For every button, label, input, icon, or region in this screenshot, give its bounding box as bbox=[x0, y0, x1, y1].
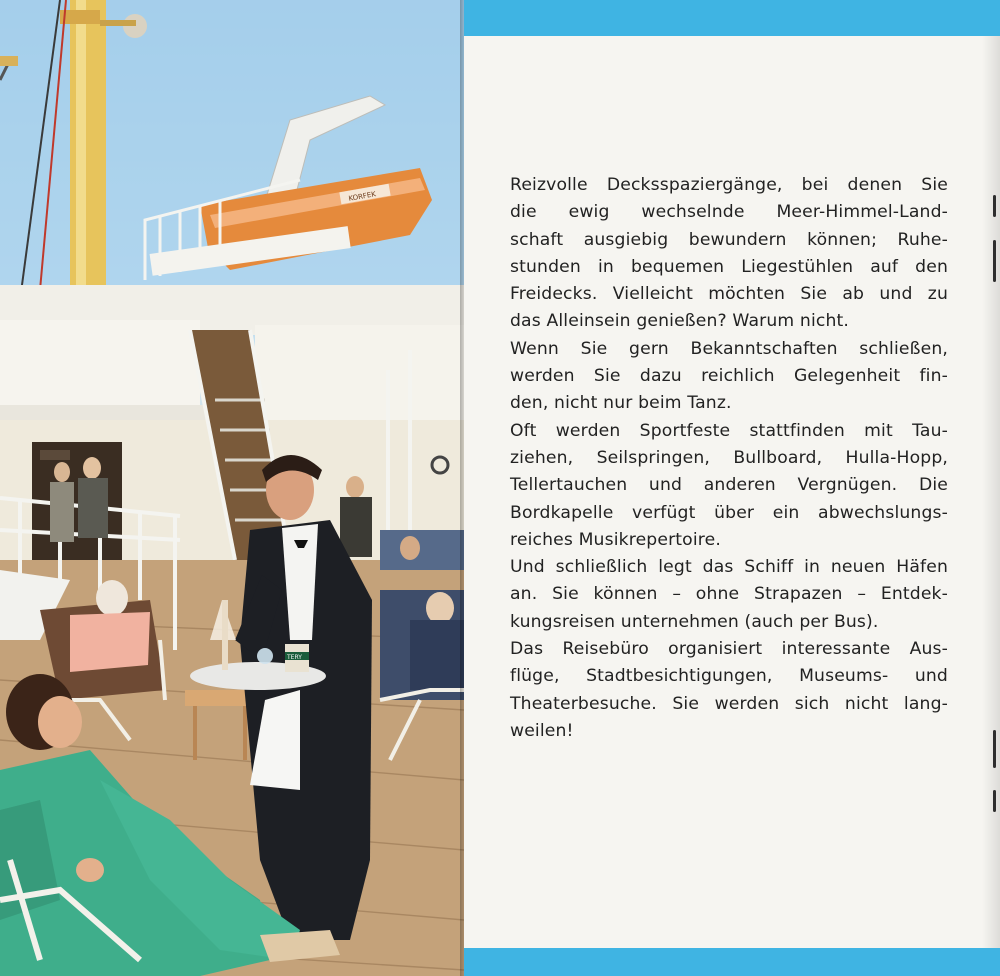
text-line: den, nicht nur beim Tanz. bbox=[510, 393, 732, 414]
text-line: Wenn Sie gern Bekanntschaften schließen, bbox=[510, 338, 948, 359]
text-line: schaft ausgiebig bewundern können; Ruhe- bbox=[510, 229, 948, 250]
page-edge-shade bbox=[982, 36, 1000, 948]
text-line: Reizvolle Decksspaziergänge, bei denen Sie bbox=[510, 175, 948, 195]
binding-mark bbox=[993, 195, 996, 217]
text-line: das Alleinsein genießen? Warum nicht. bbox=[510, 311, 850, 332]
text-line: Theaterbesuche. Sie werden sich nicht lang- bbox=[510, 693, 948, 714]
text-line: Und schließlich legt das Schiff in neuen Häfen bbox=[510, 557, 948, 578]
text-line: werden Sie dazu reichlich Gelegenheit fin- bbox=[510, 366, 948, 387]
text-line: ziehen, Seilspringen, Bullboard, Hulla-Hopp, bbox=[510, 447, 948, 468]
text-line: Oft werden Sportfeste stattfinden mit Tau- bbox=[510, 420, 948, 441]
binding-mark bbox=[993, 790, 996, 812]
text-line: Tellertauchen und anderen Vergnügen. Die bbox=[510, 475, 948, 496]
tray-can-label: TERY bbox=[287, 654, 302, 661]
text-line: Bordkapelle verfügt über ein abwechslungs- bbox=[510, 502, 948, 523]
text-line: reiches Musikrepertoire. bbox=[510, 529, 721, 550]
text-line: stunden in bequemen Liegestühlen auf den bbox=[510, 256, 948, 277]
text-line: weilen! bbox=[510, 720, 574, 741]
ship-deck-photo bbox=[0, 0, 464, 976]
text-line: Freidecks. Vielleicht möchten Sie ab und zu bbox=[510, 284, 948, 305]
text-line: an. Sie können – ohne Strapazen – Entdek- bbox=[510, 584, 948, 605]
binding-mark bbox=[993, 240, 996, 282]
top-color-band bbox=[464, 0, 1000, 36]
text-line: Das Reisebüro organisiert interessante Aus- bbox=[510, 639, 948, 660]
text-line: flüge, Stadtbesichtigungen, Museums- und bbox=[510, 666, 948, 687]
bottom-color-band bbox=[464, 948, 1000, 976]
lifeboat-label: KORFEK bbox=[347, 190, 377, 203]
binding-mark bbox=[993, 730, 996, 768]
text-page bbox=[464, 0, 1000, 976]
ship-deck-illustration bbox=[0, 0, 464, 976]
text-line: die ewig wechselnde Meer-Himmel-Land- bbox=[510, 202, 948, 223]
body-paragraph bbox=[510, 172, 948, 745]
text-line: kungsreisen unternehmen (auch per Bus). bbox=[510, 611, 879, 632]
